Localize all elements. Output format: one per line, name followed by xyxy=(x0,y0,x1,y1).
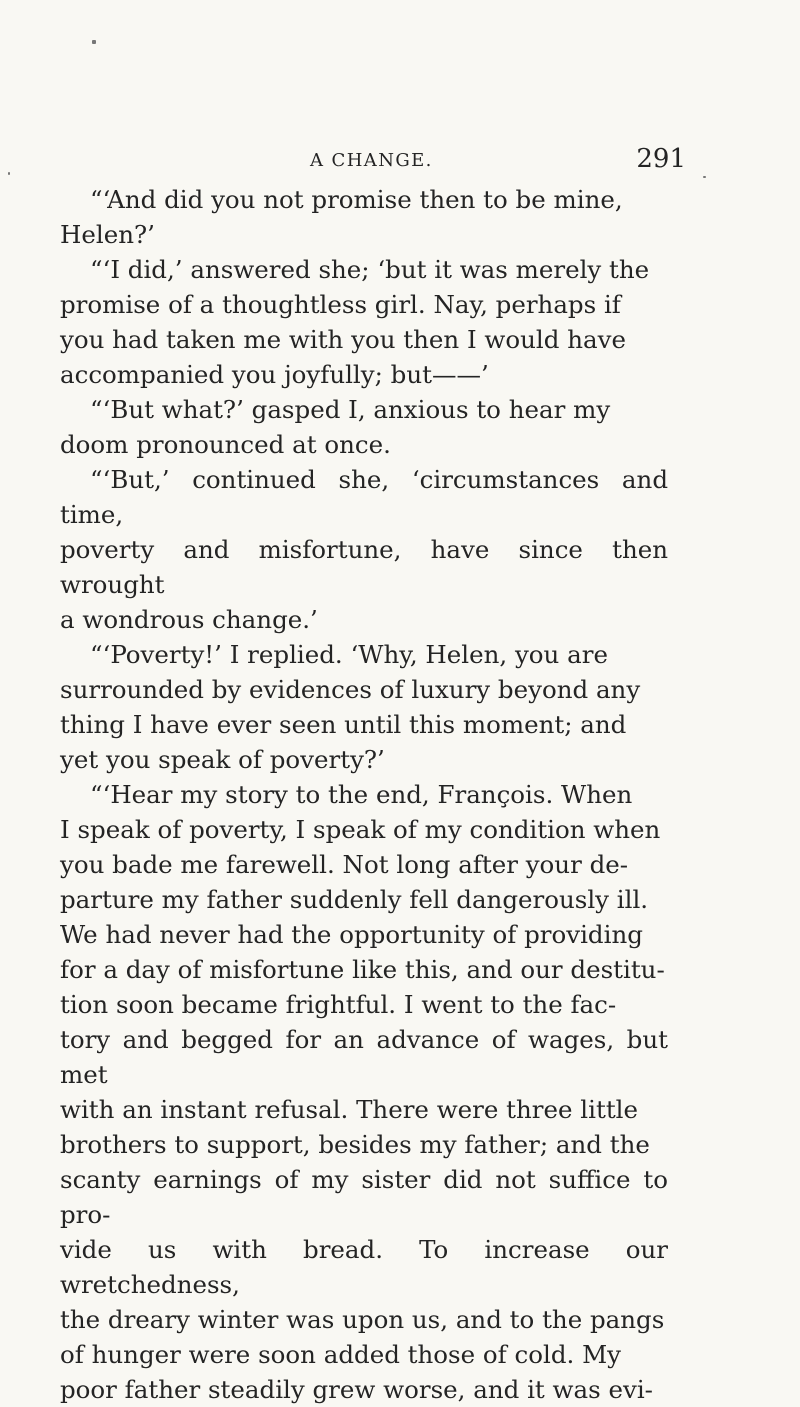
page-speck xyxy=(703,176,706,178)
paragraph: “‘Poverty!’ I replied. ‘Why, Helen, you are surrounded by evidences of luxury beyond any thing I have ever seen until this moment; and yet you speak of poverty?’ xyxy=(60,640,641,774)
page-header xyxy=(180,144,686,178)
running-title: A CHANGE. xyxy=(310,150,433,171)
paragraph: “‘But what?’ gasped I, anxious to hear my doom pronounced at once. xyxy=(60,395,611,459)
paragraph: “‘And did you not promise then to be mine, Helen?’ xyxy=(60,185,623,249)
paragraph: “‘Hear my story to the end, François. When I speak of poverty, I speak of my condition when you bade me farewell. Not long after your de- parture my father suddenly fell dangerously ill. We had never had the opportunity of providing for a day of misfortune like this, and our destitu- tion soon became frightful. I went to the fac- tory and begged for an advance of wages, but met with an instant refusal. There were three little brothers to support, besides my father; and the scanty earnings of my sister did not suffice to pro- vide us with bread. To increase our wretchedness, the dreary winter was upon us, and to the pangs of hunger were soon added those of cold. My poor father steadily grew worse, and it was evi- xyxy=(60,780,668,1404)
paragraph: “‘I did,’ answered she; ‘but it was merely the promise of a thoughtless girl. Nay, perhaps if you had taken me with you then I would have accompanied you joyfully; but——’ xyxy=(60,255,650,389)
page-speck xyxy=(92,40,96,44)
paragraph: “‘But,’ continued she, ‘circumstances and time, poverty and misfortune, have since then wrought a wondrous change.’ xyxy=(60,465,668,634)
body-text xyxy=(60,182,668,1407)
page-number: 291 xyxy=(636,144,686,174)
page-speck xyxy=(8,172,10,175)
